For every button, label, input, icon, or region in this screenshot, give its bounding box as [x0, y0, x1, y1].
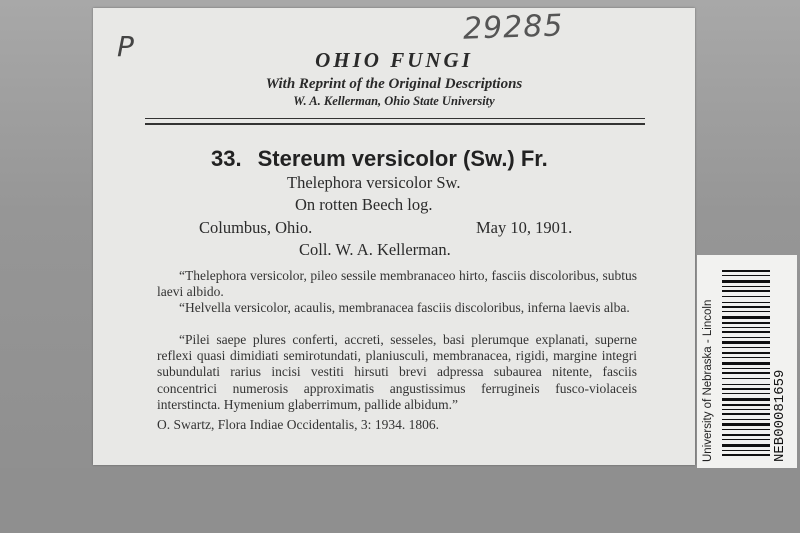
specimen-number: 33.	[211, 146, 242, 171]
background-bottom	[0, 468, 800, 533]
barcode-stripe	[722, 398, 770, 401]
divider-thick	[145, 123, 645, 125]
barcode-stripe	[722, 454, 770, 456]
handwritten-number: 29285	[462, 8, 565, 47]
barcode-stripe	[722, 450, 770, 451]
barcode-stripe	[722, 384, 770, 385]
citation: O. Swartz, Flora Indiae Occidentalis, 3: 1934. 1806.	[157, 417, 439, 432]
species-name: Stereum versicolor (Sw.) Fr.	[257, 146, 548, 171]
barcode-stripe	[722, 316, 770, 319]
barcode-stripe	[722, 341, 770, 344]
barcode-stripe	[722, 275, 770, 276]
habitat: On rotten Beech log.	[295, 195, 433, 214]
barcode-stripe	[722, 372, 770, 374]
barcode-stripe	[722, 439, 770, 440]
barcode-institution: University of Nebraska - Lincoln	[702, 299, 714, 462]
label-subtitle: With Reprint of the Original Descriptions	[265, 76, 523, 92]
barcode-stripe	[722, 286, 770, 287]
locality: Columbus, Ohio.	[199, 218, 313, 237]
barcode-stripe	[722, 290, 770, 292]
barcode-stripe	[722, 337, 770, 338]
barcode-stripe	[722, 444, 770, 447]
barcode-code: NEB00081659	[772, 369, 788, 462]
barcode-stripe	[722, 347, 770, 348]
barcode-stripe	[722, 302, 770, 303]
species-heading	[211, 146, 548, 172]
barcode-stripe	[722, 357, 770, 358]
divider-thin	[145, 118, 645, 119]
barcode-stripe	[722, 378, 770, 379]
label-author-line: W. A. Kellerman, Ohio State University	[293, 94, 495, 108]
label-title: OHIO FUNGI	[315, 48, 473, 72]
barcode-stripe	[722, 280, 770, 283]
barcode-stripe	[722, 311, 770, 312]
barcode-stripe	[722, 404, 770, 406]
barcode-stripe	[722, 331, 770, 333]
barcode-stripe	[722, 388, 770, 390]
barcode-stripe	[722, 409, 770, 410]
barcode-stripe	[722, 270, 770, 272]
description-paragraph-1: “Thelephora versicolor, pileo sessile membranaceo hirto, fasciis discoloribus, subtus laevi albido.	[157, 268, 637, 300]
synonym: Thelephora versicolor Sw.	[287, 173, 461, 192]
barcode-stripe	[722, 368, 770, 369]
barcode-stripe	[722, 423, 770, 426]
barcode-stripe	[722, 434, 770, 436]
description-paragraph-2: “Helvella versicolor, acaulis, membranacea fasciis discoloribus, inferna laevis alba.	[179, 300, 630, 315]
barcode-stripe	[722, 419, 770, 420]
barcode-stripe	[722, 362, 770, 365]
collection-date: May 10, 1901.	[476, 218, 573, 237]
barcode-stripe	[722, 306, 770, 308]
collector: Coll. W. A. Kellerman.	[299, 240, 451, 259]
barcode-stripe	[722, 327, 770, 328]
barcode-icon	[722, 270, 770, 458]
barcode-stripe	[722, 393, 770, 394]
barcode-stripe	[722, 296, 770, 297]
handwritten-letter: P	[117, 30, 134, 63]
barcode-stripe	[722, 413, 770, 415]
barcode-stripe	[722, 352, 770, 354]
barcode-stripe	[722, 429, 770, 430]
description-paragraph-3: “Pilei saepe plures conferti, accreti, sesseles, basi plerumque explanati, superne reflexi quasi dimidiati semirotundati, planiusculi, membranacea, rigidi, margine integri subundulati rarius incisi vestiti hirsuti brevi adpressa subaurea nitente, fasciis concentrici numerosis approximatis angustissimus ferrugineis fusco-violaceis interstincta. Hymenium glaberrimum, pallide albidum.”	[157, 332, 637, 412]
barcode-stripe	[722, 322, 770, 324]
